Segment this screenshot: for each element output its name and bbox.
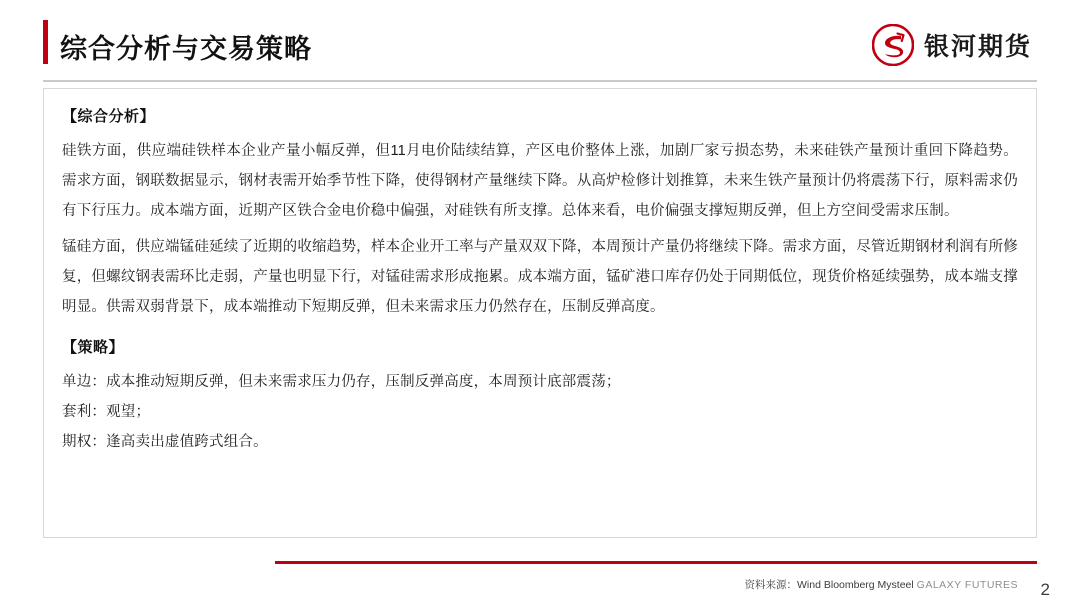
source-note bbox=[745, 577, 1018, 592]
page-title: 综合分析与交易策略 bbox=[60, 34, 312, 64]
strategy-item-arbitrage: 套利：观望； bbox=[62, 404, 151, 420]
analysis-heading: 【综合分析】 bbox=[62, 108, 156, 125]
slide-header bbox=[0, 0, 1080, 82]
source-brand: GALAXY FUTURES bbox=[916, 579, 1018, 591]
page-number: 2 bbox=[1040, 580, 1050, 599]
analysis-paragraph-1: 硅铁方面，供应端硅铁样本企业产量小幅反弹，但11月电价陆续结算，产区电价整体上涨，加剧厂家亏损态势，未来硅铁产量预计重回下降趋势。需求方面，钢联数据显示，钢材表需开始季节性下降，使得钢材产量继续下降。从高炉检修计划推算，未来生铁产量预计仍将震荡下行，原料需求仍有下行压力。成本端方面，近期产区铁合金电价稳中偏强，对硅铁有所支撑。总体来看，电价偏强支撑短期反弹，但上方空间受需求压制。 bbox=[62, 143, 1018, 219]
header-divider bbox=[43, 80, 1037, 82]
analysis-paragraph-2: 锰硅方面，供应端锰硅延续了近期的收缩趋势，样本企业开工率与产量双双下降，本周预计产量仍将继续下降。需求方面，尽管近期钢材利润有所修复，但螺纹钢表需环比走弱，产量也明显下行，对锰硅需求形成拖累。成本端方面，锰矿港口库存仍处于同期低位，现货价格延续强势，成本端支撑明显。供需双弱背景下，成本端推动下短期反弹，但未来需求压力仍然存在，压制反弹高度。 bbox=[62, 239, 1018, 315]
footer-divider bbox=[275, 561, 1037, 564]
galaxy-logo-icon bbox=[872, 24, 914, 66]
strategy-heading: 【策略】 bbox=[62, 339, 125, 356]
brand-logo bbox=[872, 24, 1032, 66]
source-label: 资料来源： bbox=[744, 579, 798, 591]
strategy-item-options: 期权：逢高卖出虚值跨式组合。 bbox=[62, 434, 268, 450]
content-panel bbox=[43, 88, 1037, 538]
source-value: Wind Bloomberg Mysteel bbox=[797, 579, 914, 591]
brand-name: 银河期货 bbox=[923, 33, 1032, 61]
title-accent-bar bbox=[43, 20, 48, 64]
strategy-item-unilateral: 单边：成本推动短期反弹，但未来需求压力仍存，压制反弹高度，本周预计底部震荡； bbox=[62, 374, 621, 390]
